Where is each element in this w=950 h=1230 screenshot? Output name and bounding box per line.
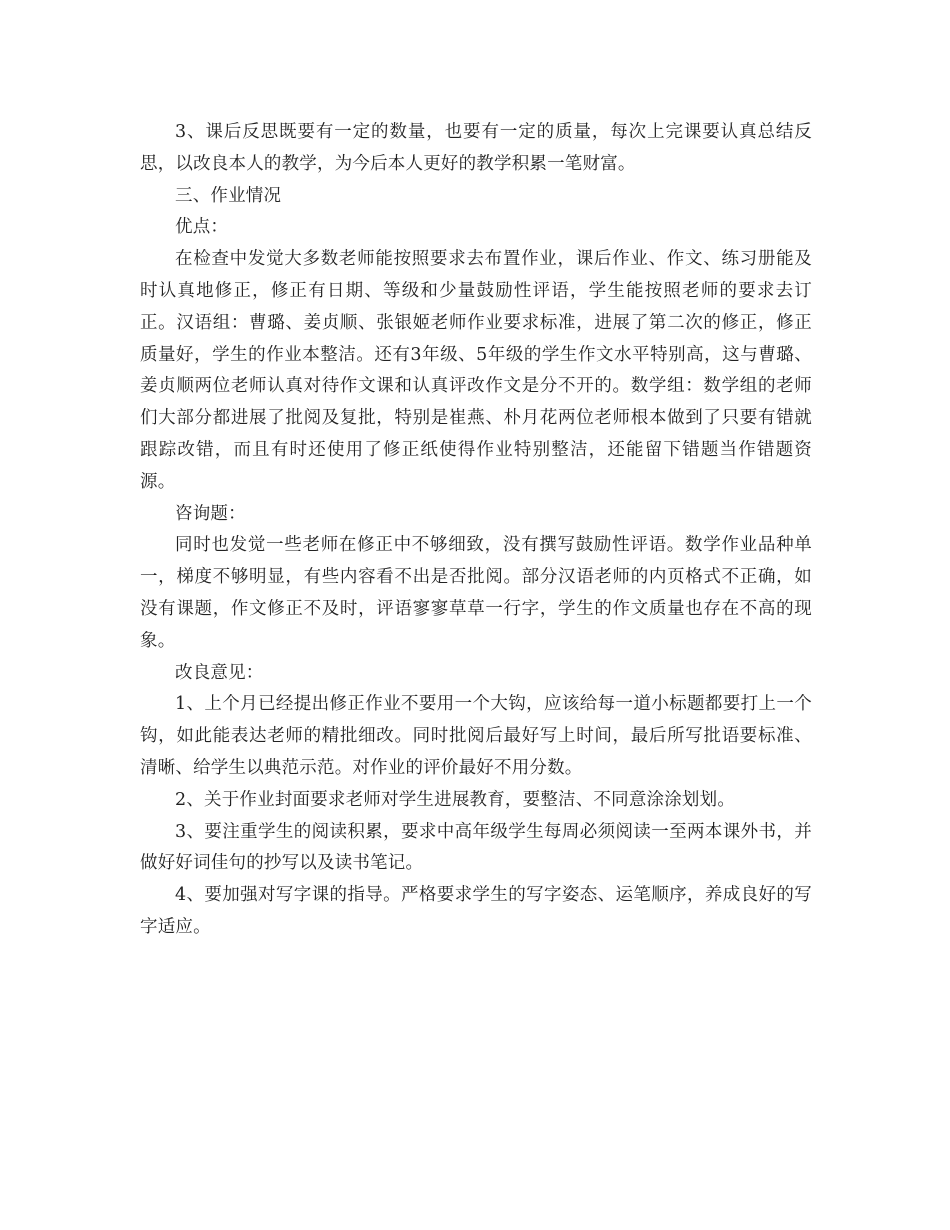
suggestion-item-2: 2、关于作业封面要求老师对学生进展教育，要整洁、不同意涂涂划划。: [175, 789, 736, 810]
paragraph-problems: 同时也发觉一些老师在修正中不够细致，没有撰写鼓励性评语。数学作业品种单一，梯度不够明显，有些内容看不出是否批阅。部分汉语老师的内页格式不正确，如没有课题，作文修正不及时，评语寥寥草草一行字，学生的作文质量也存在不高的现象。: [140, 535, 812, 651]
suggestion-item-3: 3、要注重学生的阅读积累，要求中高年级学生每周必须阅读一至两本课外书，并做好好词佳句的抄写以及读书笔记。: [140, 821, 812, 874]
subheading-suggestions: 改良意见：: [175, 662, 264, 683]
paragraph-strengths: 在检查中发觉大多数老师能按照要求去布置作业，课后作业、作文、练习册能及时认真地修正，修正有日期、等级和少量鼓励性评语，学生能按照老师的要求去订正。汉语组：曹璐、姜贞顺、张银姬老师作业要求标准，进展了第二次的修正，修正质量好，学生的作业本整洁。还有3年级、5年级的学生作文水平特别高，这与曹璐、姜贞顺两位老师认真对待作文课和认真评改作文是分不开的。数学组：数学组的老师们大部分都进展了批阅及复批，特别是崔燕、朴月花两位老师根本做到了只要有错就跟踪改错，而且有时还使用了修正纸使得作业特别整洁，还能留下错题当作错题资源。: [140, 249, 812, 492]
subheading-problems: 咨询题：: [175, 503, 246, 524]
subheading-strengths: 优点：: [175, 217, 229, 238]
document-body: [140, 117, 812, 944]
paragraph-reflection-quality: 3、课后反思既要有一定的数量，也要有一定的质量，每次上完课要认真总结反思，以改良本人的教学，为今后本人更好的教学积累一笔财富。: [140, 122, 812, 174]
suggestion-item-1: 1、上个月已经提出修正作业不要用一个大钩，应该给每一道小标题都要打上一个钩，如此能表达老师的精批细改。同时批阅后最好写上时间，最后所写批语要标准、清晰、给学生以典范示范。对作业的评价最好不用分数。: [140, 694, 812, 778]
section-heading-homework: 三、作业情况: [175, 185, 282, 206]
suggestion-item-4: 4、要加强对写字课的指导。严格要求学生的写字姿态、运笔顺序，养成良好的写字适应。: [140, 885, 812, 937]
